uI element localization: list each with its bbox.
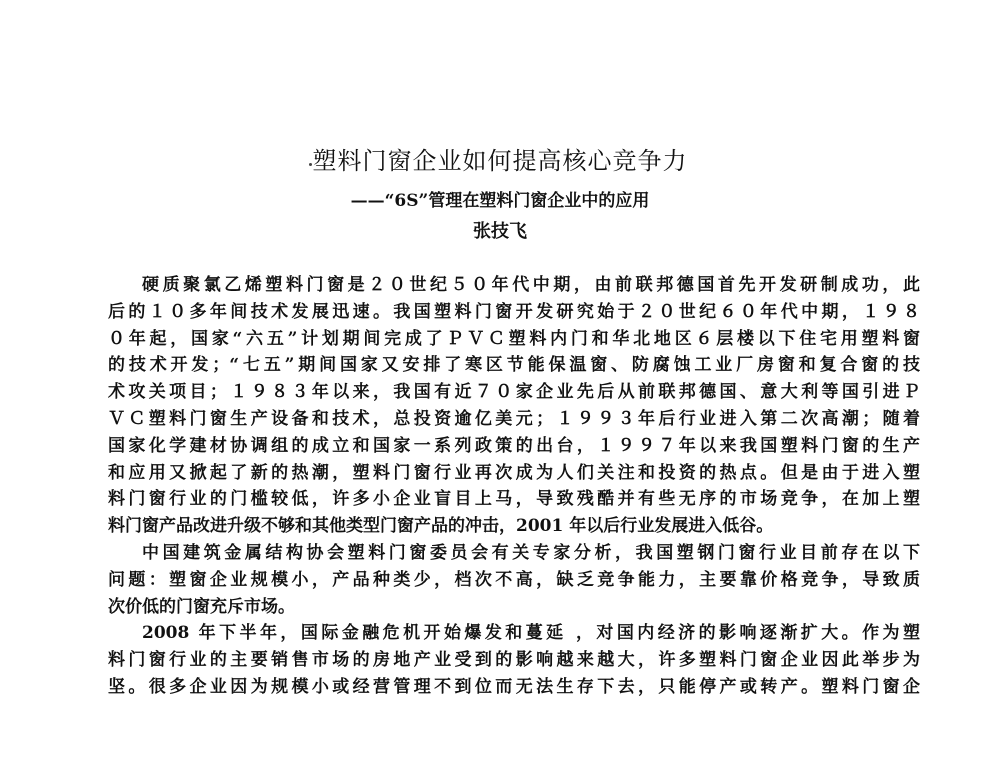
- body-line: 国家化学建材协调组的成立和国家一系列政策的出台，１９９７年以来我国塑料门窗的生产: [108, 435, 920, 456]
- body-line: 的技术开发；“七五”期间国家又安排了寒区节能保温窗、防腐蚀工业厂房窗和复合窗的技: [108, 355, 920, 376]
- body-line: 料门窗产品改进升级不够和其他类型门窗产品的冲击，2001 年以后行业发展进入低谷。: [108, 516, 774, 537]
- article-title: 塑料门窗企业如何提高核心竞争力: [312, 147, 688, 175]
- body-line: 2008 年下半年，国际金融危机开始爆发和蔓延 ，对国内经济的影响逐渐扩大。作为塑: [142, 623, 920, 644]
- body-line: 料门窗行业的门槛较低，许多小企业盲目上马，导致残酷并有些无序的市场竞争，在加上塑: [108, 489, 920, 510]
- body-line: ０年起，国家“六五”计划期间完成了ＰＶＣ塑料内门和华北地区６层楼以下住宅用塑料窗: [108, 328, 920, 349]
- body-line: ＶＣ塑料门窗生产设备和技术，总投资逾亿美元；１９９３年后行业进入第二次高潮；随着: [108, 408, 920, 429]
- body-line: 后的１０多年间技术发展迅速。我国塑料门窗开发研究始于２０世纪６０年代中期，１９８: [108, 301, 920, 322]
- body-line: 问题：塑窗企业规模小，产品种类少，档次不高，缺乏竞争能力，主要靠价格竞争，导致质: [108, 569, 920, 590]
- body-line: 中国建筑金属结构协会塑料门窗委员会有关专家分析，我国塑钢门窗行业目前存在以下: [142, 542, 920, 563]
- body-line: 和应用又掀起了新的热潮，塑料门窗行业再次成为人们关注和投资的热点。但是由于进入塑: [108, 462, 920, 483]
- body-line: 料门窗行业的主要销售市场的房地产业受到的影响越来越大，许多塑料门窗企业因此举步为: [108, 650, 920, 671]
- article-author: 张技飞: [473, 221, 527, 242]
- article-body: [108, 272, 920, 701]
- body-line: 坚。很多企业因为规模小或经营管理不到位而无法生存下去，只能停产或转产。塑料门窗企: [108, 676, 920, 697]
- scan-speck: [309, 163, 312, 166]
- body-line: 术攻关项目；１９８３年以来，我国有近７０家企业先后从前联邦德国、意大利等国引进Ｐ: [108, 382, 920, 403]
- article-subtitle: ——“6S”管理在塑料门窗企业中的应用: [350, 191, 650, 211]
- body-line: 硬质聚氯乙烯塑料门窗是２０世纪５０年代中期，由前联邦德国首先开发研制成功，此: [142, 275, 920, 295]
- body-line: 次价低的门窗充斥市场。: [108, 596, 295, 617]
